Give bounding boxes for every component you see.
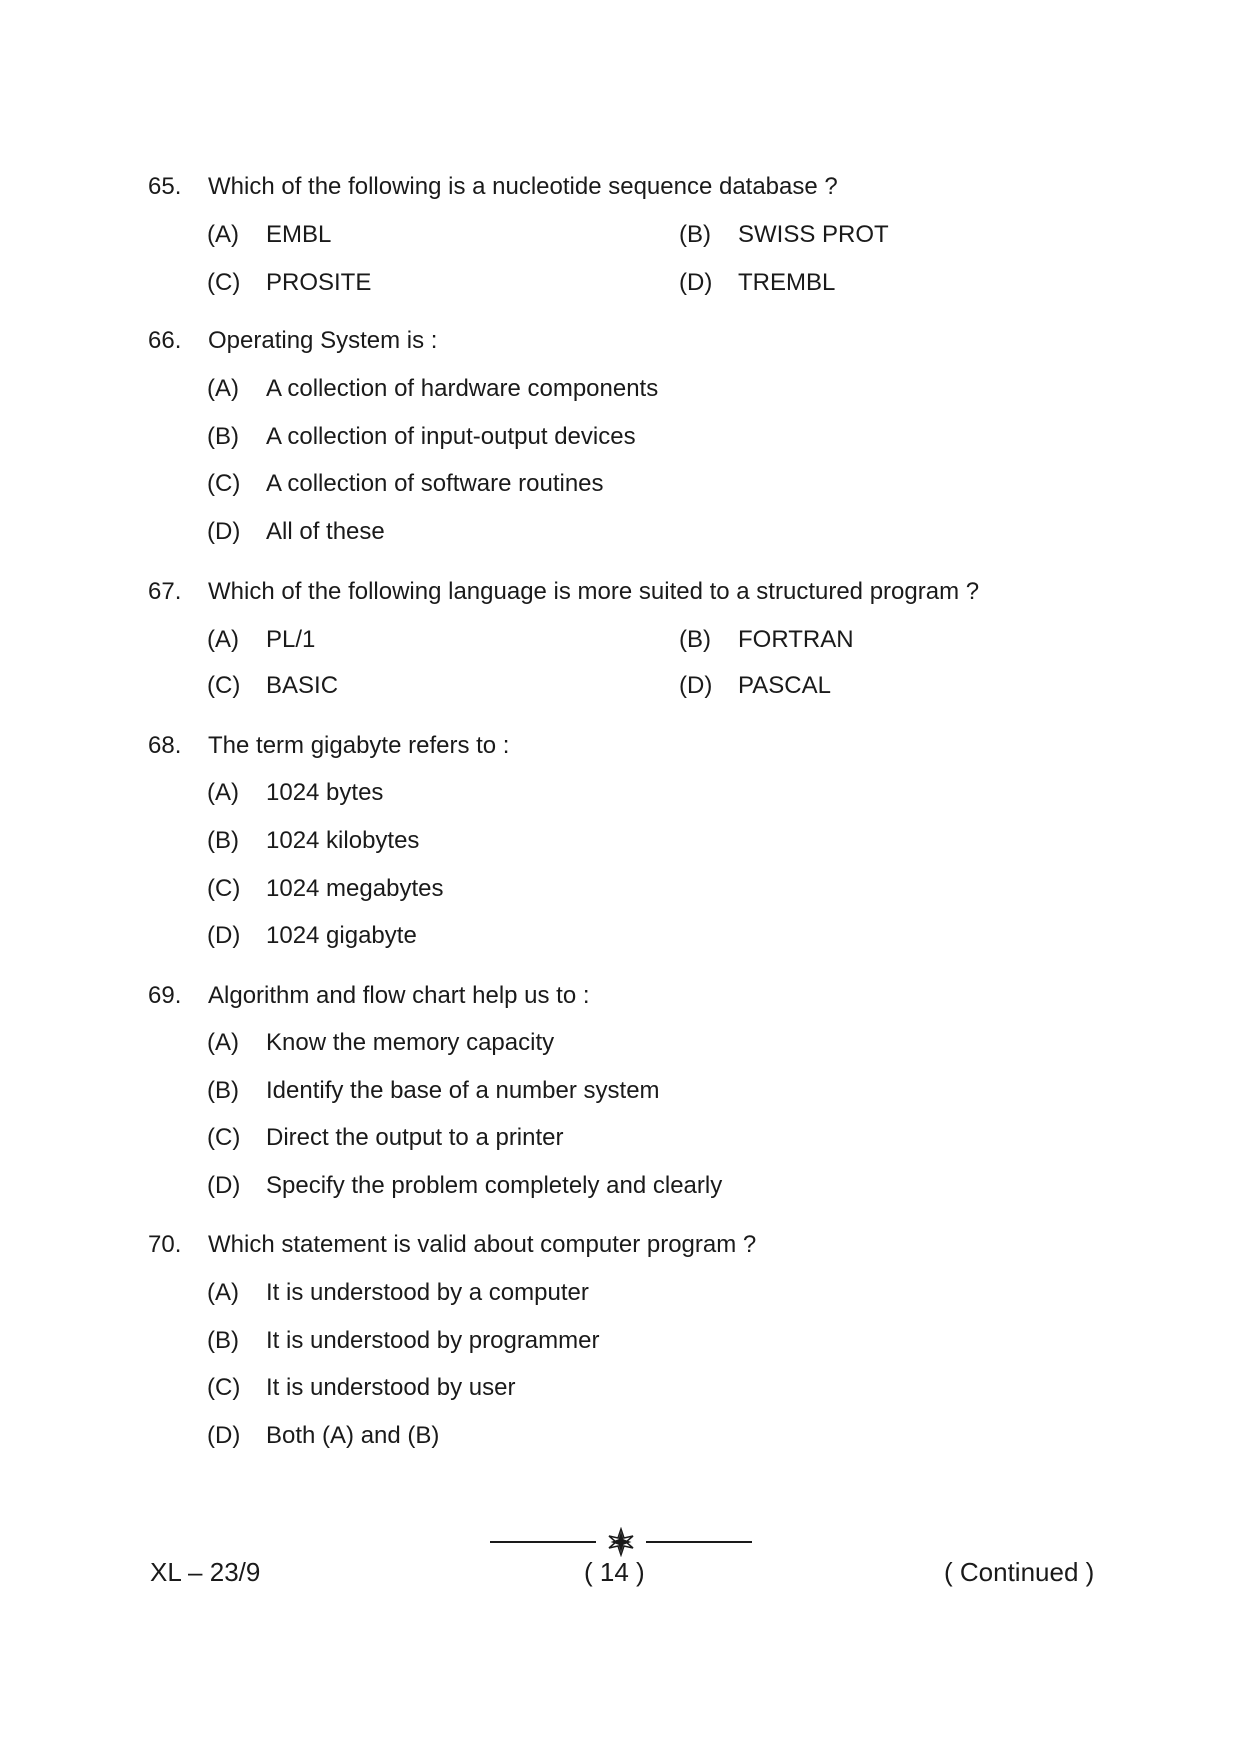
footer-code: XL – 23/9	[150, 1557, 261, 1587]
option-letter: (C)	[207, 1124, 241, 1151]
question-text: Operating System is :	[208, 327, 438, 354]
question-text: Algorithm and flow chart help us to :	[208, 982, 590, 1009]
option-text: 1024 gigabyte	[266, 922, 417, 949]
option-text: EMBL	[266, 221, 332, 248]
option-letter: (B)	[207, 1327, 239, 1354]
option-text: Both (A) and (B)	[266, 1422, 440, 1449]
question-65	[0, 172, 1240, 296]
option-letter: (A)	[207, 626, 239, 653]
option-text: PASCAL	[738, 672, 831, 699]
option-letter: (B)	[207, 827, 239, 854]
option-letter: (C)	[207, 470, 241, 497]
option-text: FORTRAN	[738, 626, 854, 653]
option-letter: (B)	[679, 626, 711, 653]
option-text: 1024 megabytes	[266, 875, 444, 902]
option-text: It is understood by a computer	[266, 1279, 589, 1306]
question-number: 68.	[148, 732, 182, 759]
option-letter: (B)	[207, 423, 239, 450]
continued-label: ( Continued )	[944, 1557, 1095, 1587]
option-text: A collection of input-output devices	[266, 423, 636, 450]
option-letter: (C)	[207, 672, 241, 699]
option-letter: (C)	[207, 875, 241, 902]
option-letter: (A)	[207, 779, 239, 806]
option-text: 1024 kilobytes	[266, 827, 420, 854]
question-69	[0, 981, 1240, 1199]
option-text: All of these	[266, 518, 385, 545]
option-letter: (D)	[679, 672, 713, 699]
option-text: Direct the output to a printer	[266, 1124, 564, 1151]
option-text: PROSITE	[266, 269, 372, 296]
option-text: Identify the base of a number system	[266, 1077, 660, 1104]
option-text: 1024 bytes	[266, 779, 384, 806]
option-letter: (D)	[207, 1422, 241, 1449]
question-text: The term gigabyte refers to :	[208, 732, 510, 759]
question-67	[0, 577, 1240, 699]
option-text: SWISS PROT	[738, 221, 889, 248]
option-letter: (D)	[679, 269, 713, 296]
question-number: 69.	[148, 982, 182, 1009]
option-text: PL/1	[266, 626, 316, 653]
option-text: It is understood by programmer	[266, 1327, 600, 1354]
question-number: 70.	[148, 1231, 182, 1258]
option-text: BASIC	[266, 672, 339, 699]
option-letter: (C)	[207, 1374, 241, 1401]
option-letter: (D)	[207, 922, 241, 949]
option-letter: (A)	[207, 375, 239, 402]
option-letter: (D)	[207, 518, 241, 545]
end-divider	[490, 1527, 752, 1557]
option-text: A collection of hardware components	[266, 375, 659, 402]
option-text: A collection of software routines	[266, 470, 604, 497]
question-66	[0, 326, 1240, 545]
option-letter: (D)	[207, 1172, 241, 1199]
question-70	[0, 1230, 1240, 1449]
option-text: Specify the problem completely and clearly	[266, 1172, 723, 1199]
option-letter: (B)	[207, 1077, 239, 1104]
question-text: Which statement is valid about computer program ?	[208, 1231, 757, 1258]
option-letter: (A)	[207, 1029, 239, 1056]
question-text: Which of the following is a nucleotide sequence database ?	[208, 173, 838, 200]
option-letter: (A)	[207, 221, 239, 248]
option-letter: (B)	[679, 221, 711, 248]
option-text: TREMBL	[738, 269, 836, 296]
option-letter: (A)	[207, 1279, 239, 1306]
question-number: 67.	[148, 578, 182, 605]
option-text: It is understood by user	[266, 1374, 516, 1401]
star-ornament-icon	[490, 1527, 752, 1557]
question-number: 65.	[148, 173, 182, 200]
option-letter: (C)	[207, 269, 241, 296]
page-number: ( 14 )	[584, 1557, 645, 1587]
question-68	[0, 731, 1240, 949]
option-text: Know the memory capacity	[266, 1029, 555, 1056]
question-text: Which of the following language is more suited to a structured program ?	[208, 578, 980, 605]
question-number: 66.	[148, 327, 182, 354]
